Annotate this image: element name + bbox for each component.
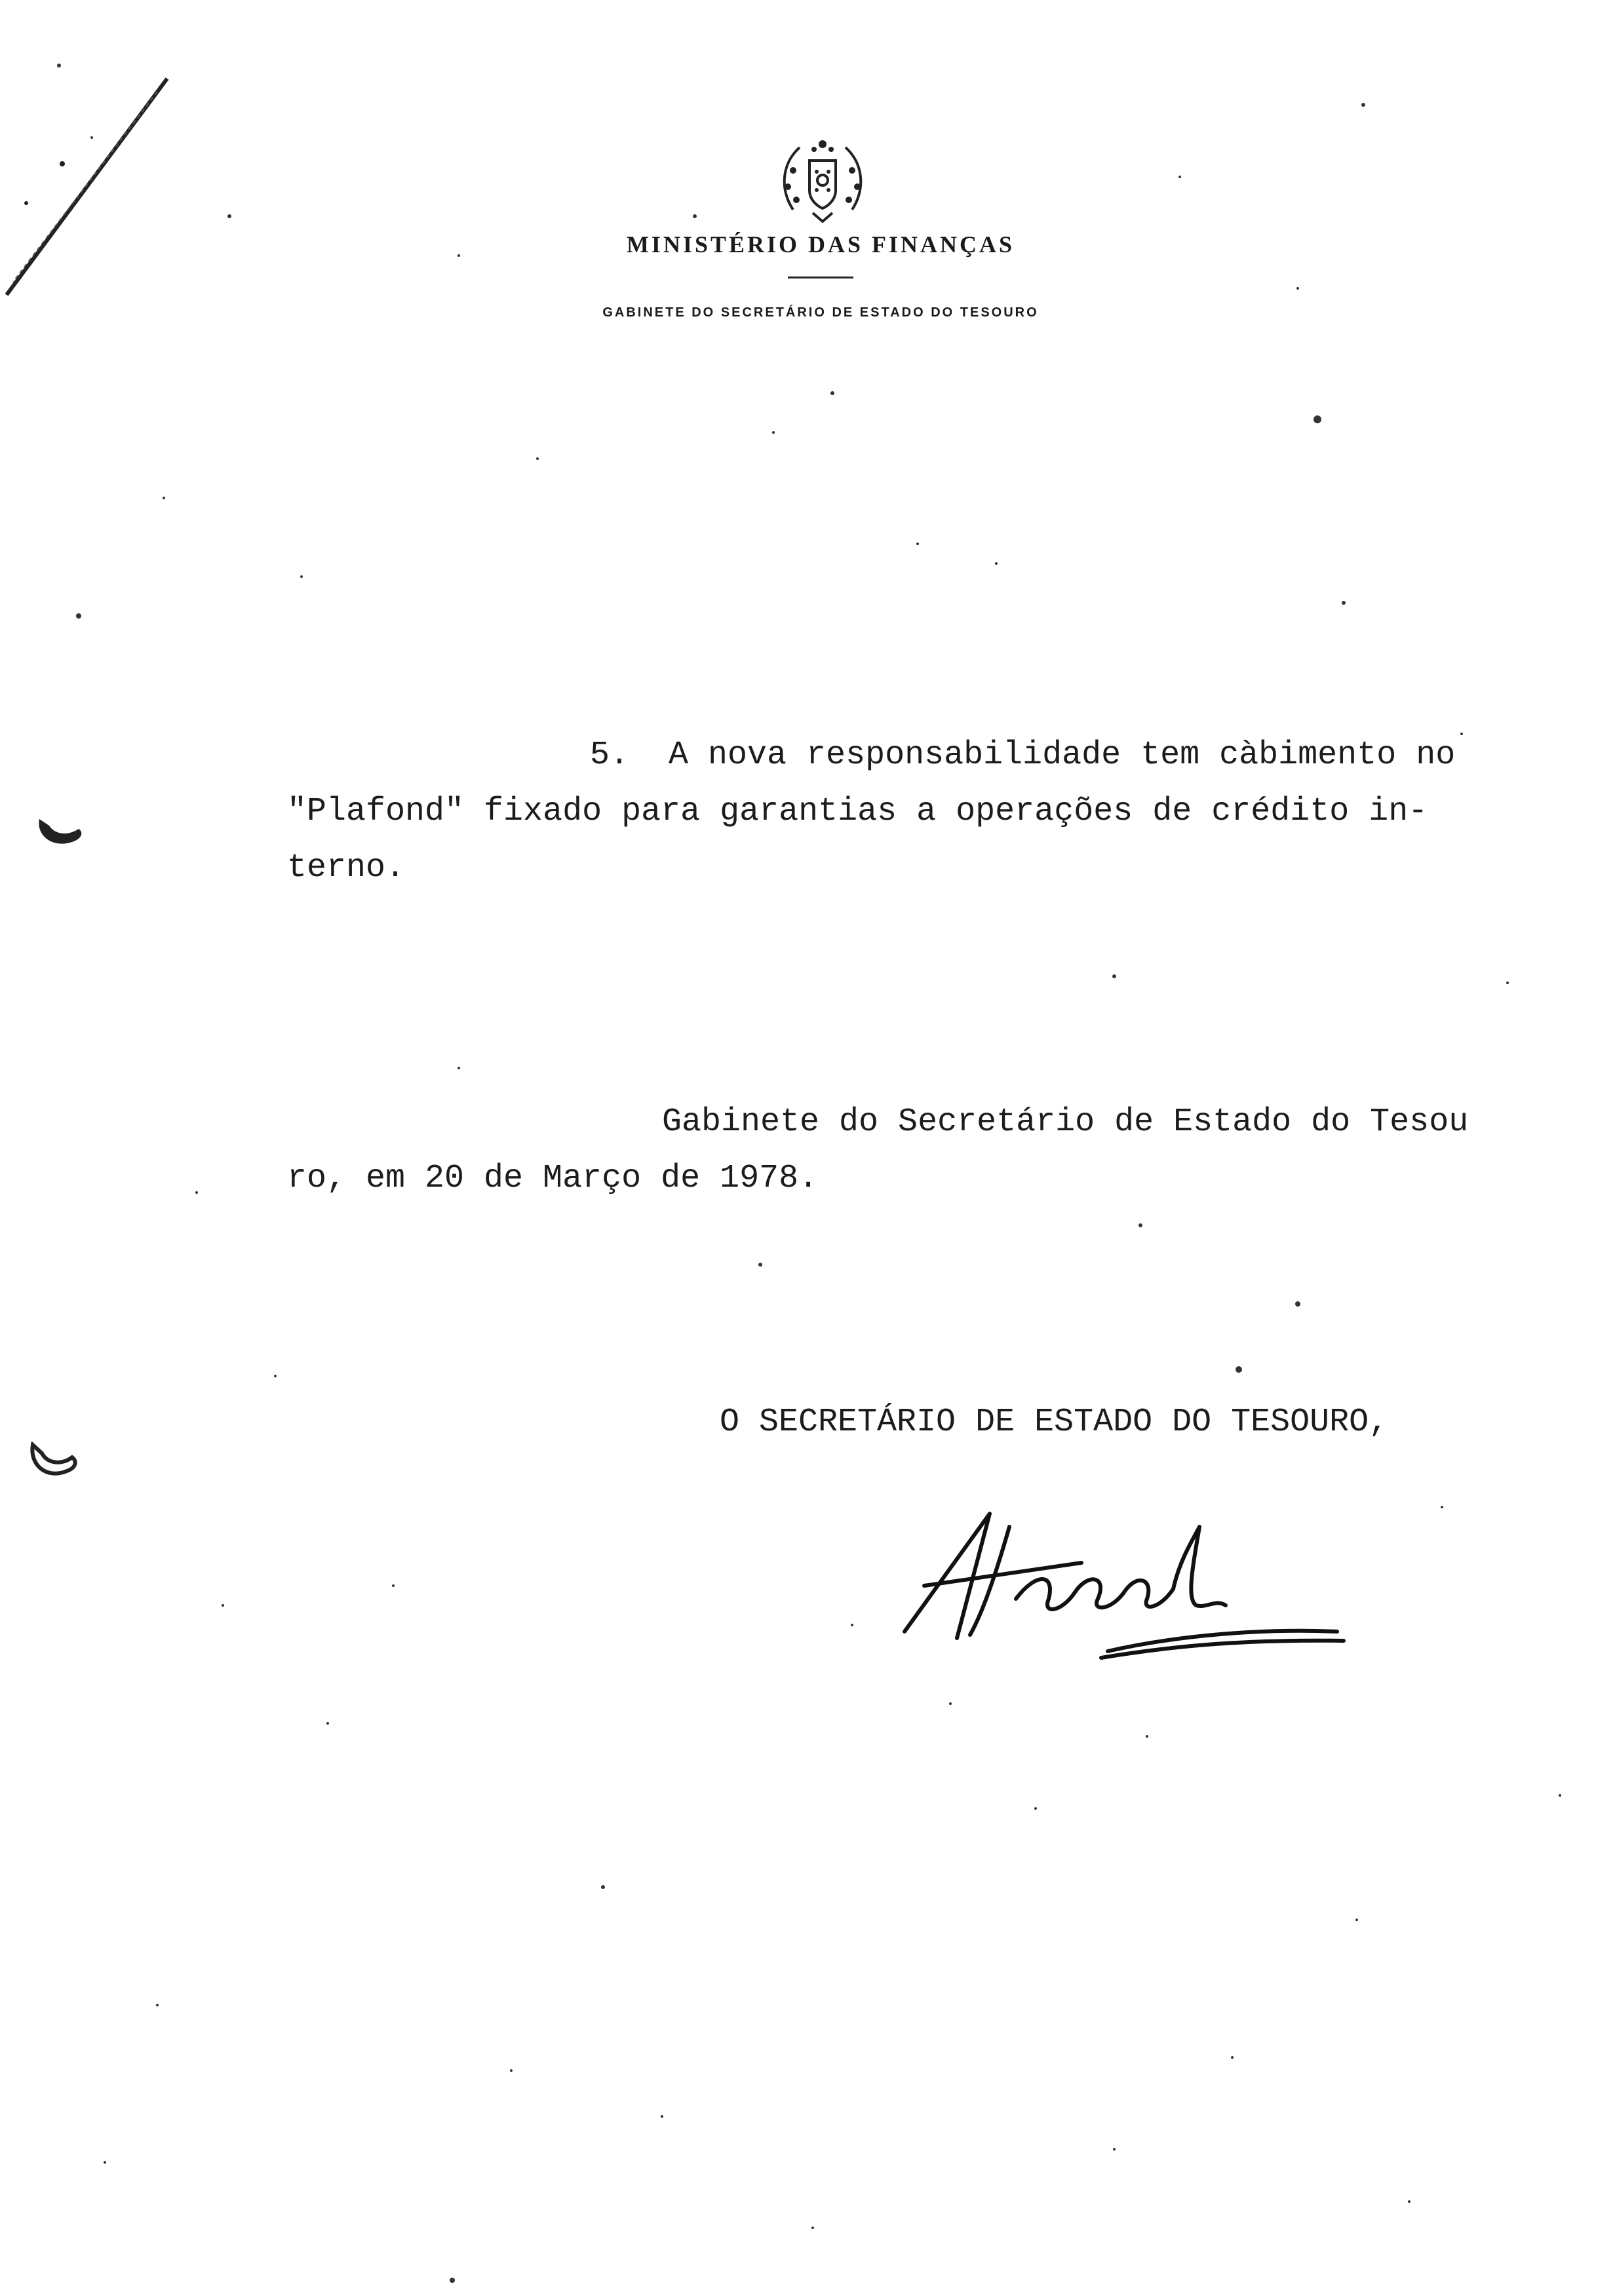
paragraph-line: "Plafond" fixado para garantias a operações de crédito in-	[287, 793, 1428, 830]
margin-scribble	[0, 52, 184, 301]
handwritten-signature	[885, 1501, 1357, 1671]
signatory-title: O SECRETÁRIO DE ESTADO DO TESOURO,	[720, 1404, 1389, 1441]
letterhead-divider	[788, 277, 853, 278]
coat-of-arms-icon	[773, 131, 872, 229]
paragraph-line: terno.	[287, 849, 406, 887]
punch-hole-mark-icon	[26, 1442, 79, 1481]
date-line: Gabinete do Secretário de Estado do Tesou	[662, 1103, 1469, 1141]
ministry-name: MINISTÉRIO DAS FINANÇAS	[626, 231, 1015, 258]
paragraph-line: 5. A nova responsabilidade tem càbimento no	[590, 737, 1456, 774]
date-line: ro, em 20 de Março de 1978.	[287, 1160, 819, 1197]
punch-hole-mark-icon	[33, 813, 85, 852]
cabinet-name: GABINETE DO SECRETÁRIO DE ESTADO DO TESOURO	[602, 305, 1039, 320]
